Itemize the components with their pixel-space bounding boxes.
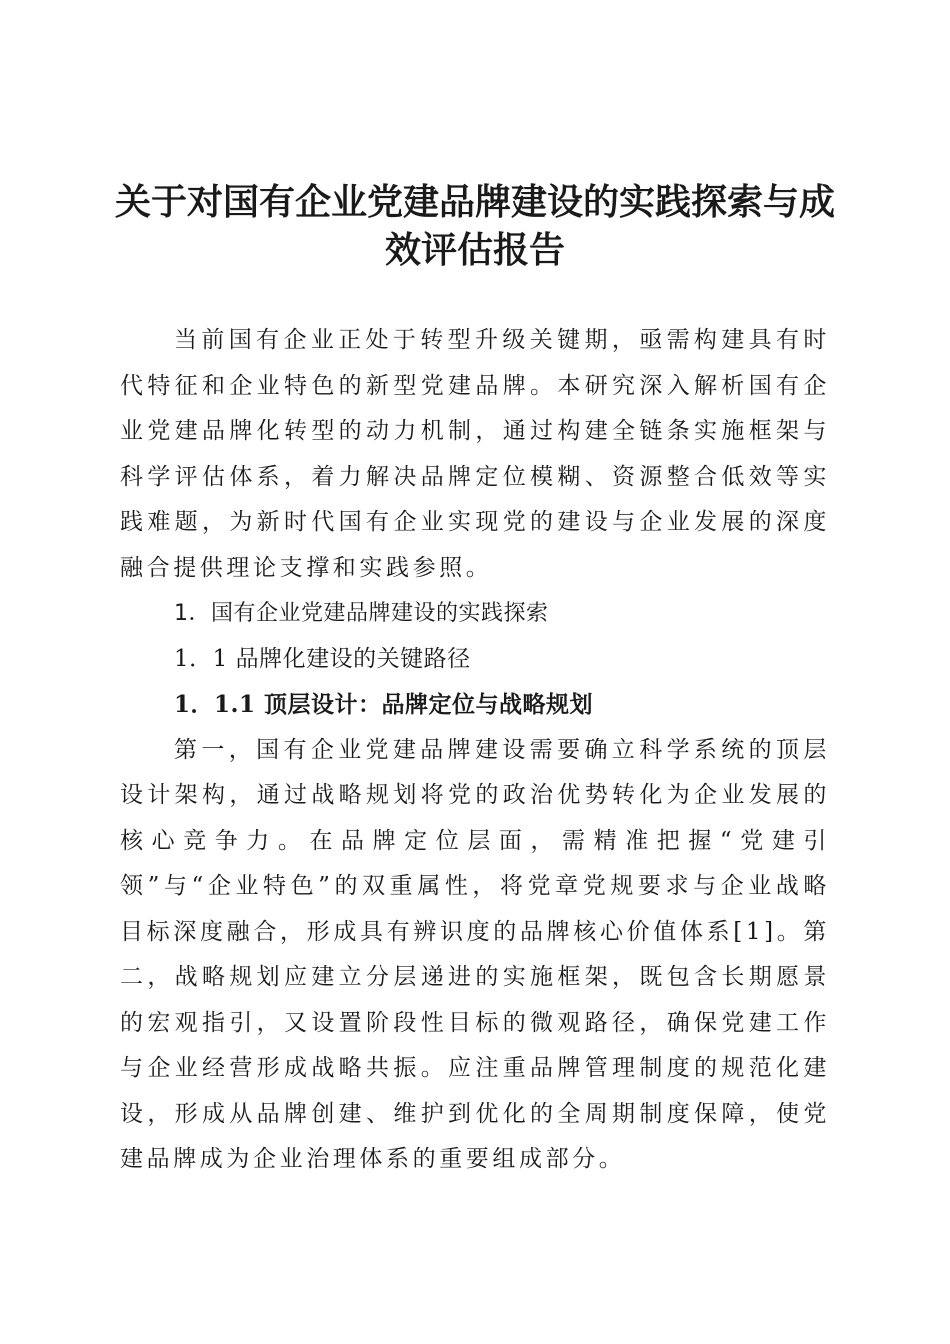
abstract-paragraph: 当前国有企业正处于转型升级关键期，亟需构建具有时代特征和企业特色的新型党建品牌。本研究深入解析国有企业党建品牌化转型的动力机制，通过构建全链条实施框架与科学评估体系，着力解决品牌定位模糊、资源整合低效等实践难题，为新时代国有企业实现党的建设与企业发展的深度融合提供理论支撑和实践参照。 <box>120 327 830 581</box>
section-heading-1: 1．国有企业党建品牌建设的实践探索 <box>174 601 549 626</box>
document-title: 关于对国有企业党建品牌建设的实践探索与成效评估报告 <box>114 181 835 271</box>
body-paragraph: 第一，国有企业党建品牌建设需要确立科学系统的顶层设计架构，通过战略规划将党的政治优势转化为企业发展的核心竞争力。在品牌定位层面，需精准把握“党建引领”与“企业特色”的双重属性，将党章党规要求与企业战略目标深度融合，形成具有辨识度的品牌核心价值体系[1]。第二，战略规划应建立分层递进的实施框架，既包含长期愿景的宏观指引，又设置阶段性目标的微观路径，确保党建工作与企业经营形成战略共振。应注重品牌管理制度的规范化建设，形成从品牌创建、维护到优化的全周期制度保障，使党建品牌成为企业治理体系的重要组成部分。 <box>120 736 830 1172</box>
document-body <box>120 318 830 1183</box>
section-heading-1-1-1: 1．1.1 顶层设计：品牌定位与战略规划 <box>174 691 594 718</box>
section-heading-1-1: 1．1 品牌化建设的关键路径 <box>174 645 471 672</box>
